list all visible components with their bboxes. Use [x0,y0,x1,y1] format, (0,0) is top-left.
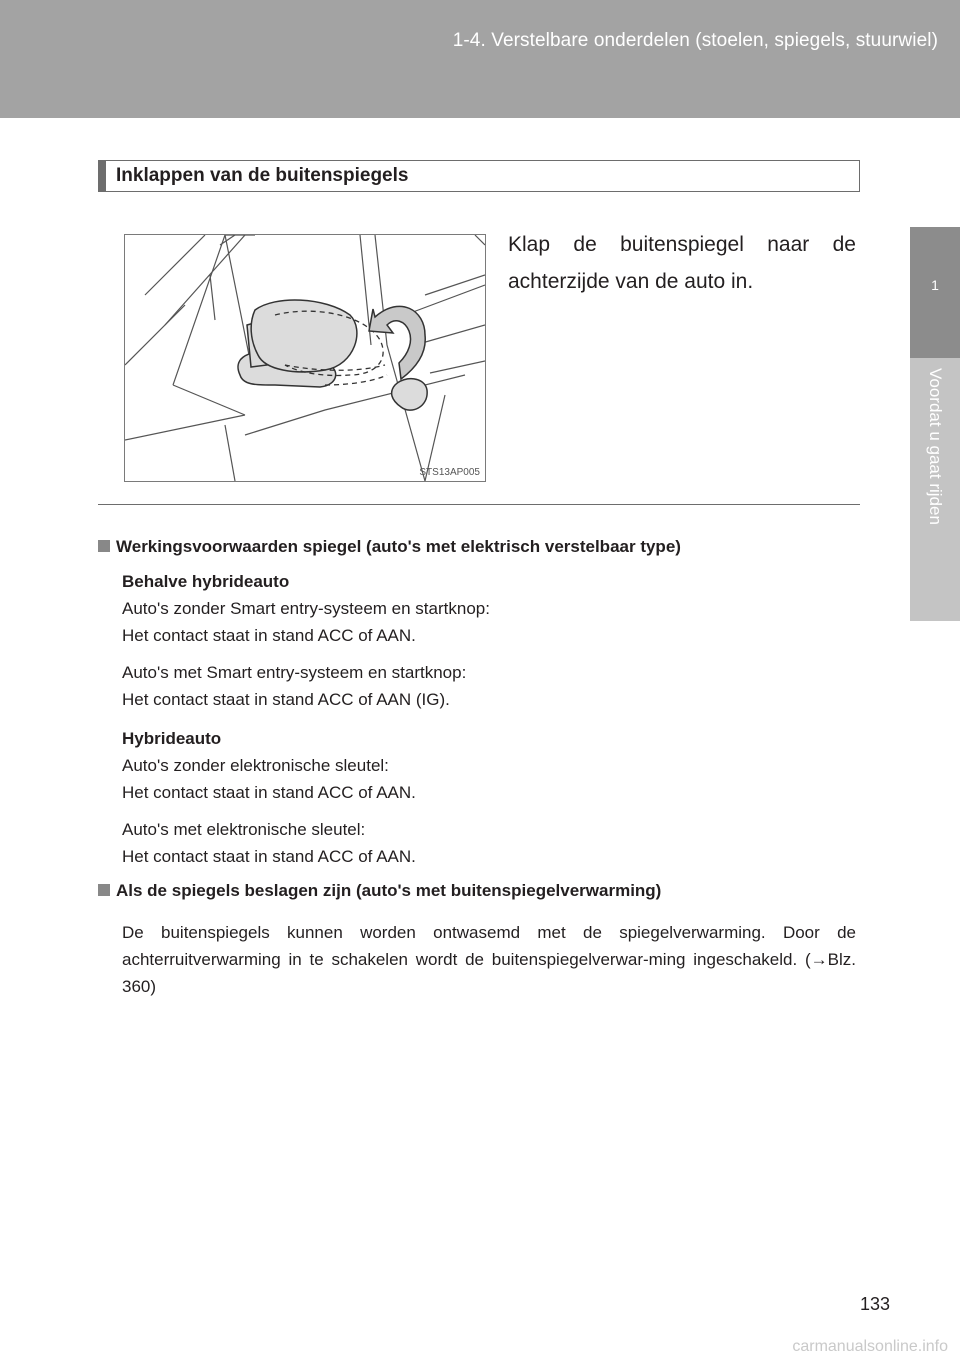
paragraph-line: Het contact staat in stand ACC of AAN. [122,847,416,866]
square-bullet-icon [98,540,110,552]
subheading-hybrid: Hybrideauto [122,729,222,748]
watermark: carmanualsonline.info [792,1338,948,1355]
subheading-non-hybrid: Behalve hybrideauto [122,572,290,591]
note-heading-operating-conditions [98,537,681,557]
mirror-illustration [124,234,486,482]
arrow-icon: → [810,950,828,969]
paragraph-line: Auto's zonder elektronische sleutel: [122,756,389,775]
figure-caption: Klap de buitenspiegel naar de achterzijde van de auto in. [508,233,856,293]
figure-code: STS13AP005 [419,467,480,478]
chapter-side-band [910,358,960,621]
page-header [0,0,960,118]
paragraph-mirror-heater [122,919,856,1000]
paragraph-line: Het contact staat in stand ACC of AAN. [122,626,416,645]
paragraph-line: Auto's met Smart entry-systeem en startknop: [122,663,467,682]
chapter-side-label: Voordat u gaat rijden [926,368,945,525]
paragraph-line: Auto's met elektronische sleutel: [122,820,366,839]
paragraph-line: Auto's zonder Smart entry-systeem en startknop: [122,599,490,618]
square-bullet-icon [98,884,110,896]
section-divider [98,504,860,505]
chapter-title: 1-4. Verstelbare onderdelen (stoelen, spiegels, stuurwiel) [452,30,938,51]
paragraph-line: Het contact staat in stand ACC of AAN (IG). [122,690,450,709]
section-title: Inklappen van de buitenspiegels [116,165,409,186]
mirror-drawing [125,235,485,481]
section-title-marker [99,161,106,191]
paragraph-line: Het contact staat in stand ACC of AAN. [122,783,416,802]
chapter-tab [910,227,960,358]
chapter-number: 1 [931,277,939,293]
section-title-box [98,160,860,192]
page-number: 133 [859,1294,890,1314]
paragraph-text: De buitenspiegels kunnen worden ontwasemd met de spiegelverwarming. Door de achterruitverwarming in te schakelen wordt de buitenspiegelverwar-ming ingeschakeld. ( [122,923,856,969]
note-heading-text: Als de spiegels beslagen zijn (auto's met buitenspiegelverwarming) [116,881,662,900]
note-heading-mirror-heater [98,881,661,901]
page-reference[interactable]: Blz. 360) [122,950,856,996]
note-heading-text: Werkingsvoorwaarden spiegel (auto's met elektrisch verstelbaar type) [116,537,681,556]
